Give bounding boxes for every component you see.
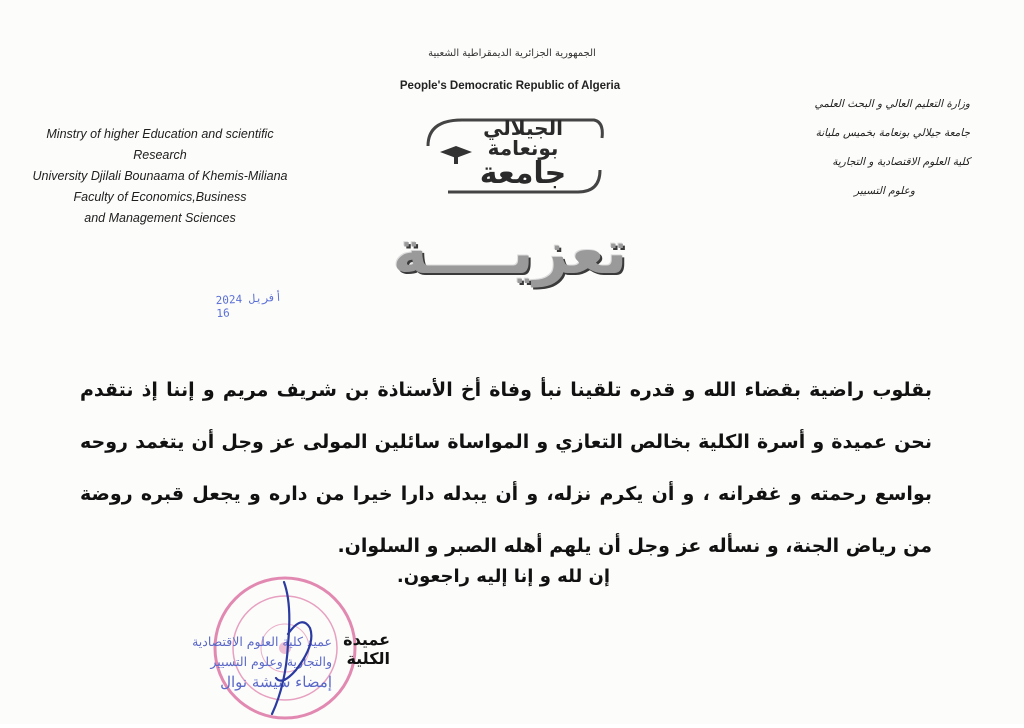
header-line: Minstry of higher Education and scientific	[46, 127, 274, 141]
header-line: وزارة التعليم العالي و البحث العلمي	[814, 98, 970, 110]
date-stamp: 2024 أفريل 16	[215, 290, 283, 321]
stamp-line: والتجارية وعلوم التسيير	[210, 654, 332, 669]
logo-wordmark	[458, 118, 588, 190]
republic-name-english: People's Democratic Republic of Algeria	[399, 80, 621, 92]
logo-text-line: الجيلالي	[483, 116, 563, 140]
closing-phrase: إن لله و إنا إليه راجعون.	[396, 566, 610, 587]
header-line: and Management Sciences	[84, 211, 236, 225]
header-line: Research	[133, 148, 187, 162]
institution-header-english	[10, 124, 310, 229]
header-line: وعلوم التسيير	[854, 185, 915, 197]
header-line: University Djilali Bounaama of Khemis-Miliana	[32, 169, 288, 183]
stamp-line: عميد كلية العلوم الاقتصادية	[192, 634, 332, 649]
republic-name-arabic: الجمهورية الجزائرية الديمقراطية الشعبية	[428, 48, 596, 59]
stamp-signature-name: إمضاء شيشة نوال	[220, 673, 332, 691]
document-title: تعزيــــة	[392, 218, 628, 288]
logo-text-line: جامعة	[479, 156, 567, 191]
header-line: جامعة جيلالي بونعامة بخميس مليانة	[815, 127, 970, 139]
condolence-body: بقلوب راضية بقضاء الله و قدره تلقينا نبأ وفاة أخ الأستاذة بن شريف مريم و إننا إذ نتقدم نحن عميدة و أسرة الكلية بخالص التعازي و المواساة سائلين المولى عز وجل أن يتغمد روحه بواسع رحمته و غفرانه ، و أن يكرم نزله، و أن يبدله دارا خيرا من داره و يجعل قبره روضة من رياض الجنة، و نسأله عز وجل أن يلهم أهله الصبر و السلوان.	[80, 379, 932, 557]
header-line: كلية العلوم الاقتصادية و التجارية	[832, 156, 970, 168]
logo-text-line: بونعامة	[487, 136, 559, 160]
signatory-title: عميدة الكلية	[343, 630, 390, 668]
header-line: Faculty of Economics,Business	[73, 190, 247, 204]
institution-header-arabic	[720, 90, 970, 206]
